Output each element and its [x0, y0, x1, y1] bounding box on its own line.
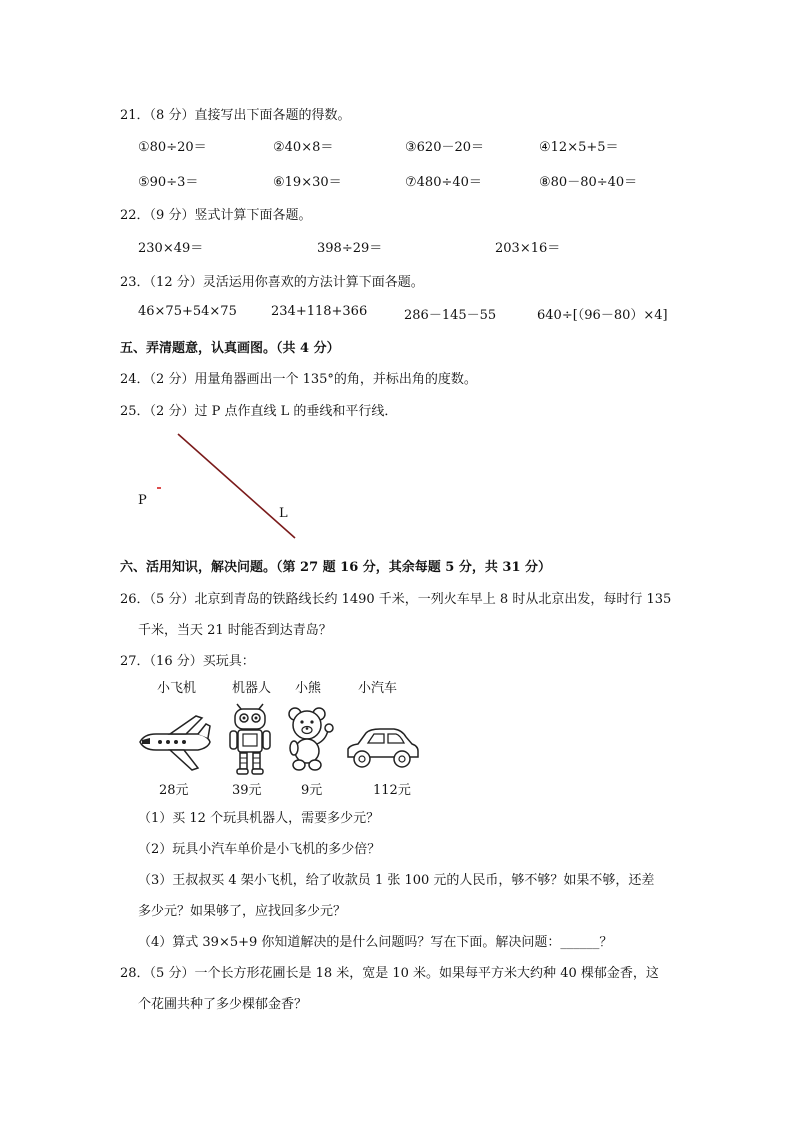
point-p-label: P	[138, 493, 147, 508]
q22-item-3: 203×16＝	[495, 241, 561, 256]
q27-sub1: （1）买 12 个玩具机器人，需要多少元？	[138, 811, 380, 826]
q21-item-7: ⑦480÷40＝	[405, 175, 482, 190]
q22-item-1: 230×49＝	[138, 241, 204, 256]
line-l-label: L	[279, 506, 288, 521]
q27-sub4: （4）算式 39×5+9 你知道解决的是什么问题吗？写在下面。解决问题：______？	[138, 935, 613, 950]
car-icon	[344, 727, 420, 771]
q22-title: 22．（9 分）竖式计算下面各题。	[120, 208, 312, 223]
section6-title: 六、活用知识，解决问题。（第 27 题 16 分，其余每题 5 分，共 31 分）	[120, 560, 552, 575]
q23-title: 23．（12 分）灵活运用你喜欢的方法计算下面各题。	[120, 275, 424, 290]
toy-price-car: 112元	[373, 783, 411, 798]
q21-item-6: ⑥19×30＝	[273, 175, 342, 190]
toy-price-bear: 9元	[301, 783, 323, 798]
line-l-figure	[130, 425, 320, 545]
q27-sub2: （2）玩具小汽车单价是小飞机的多少倍？	[138, 842, 381, 857]
q28-line2: 个花圃共种了多少棵郁金香？	[138, 997, 308, 1012]
q23-item-1: 46×75+54×75	[138, 304, 237, 319]
q23-item-4: 640÷[（96－80）×4]	[537, 308, 668, 323]
airplane-icon	[136, 712, 214, 774]
q21-item-1: ①80÷20＝	[138, 140, 207, 155]
q21-item-4: ④12×5+5＝	[539, 140, 619, 155]
q22-item-2: 398÷29＝	[317, 241, 383, 256]
q21-title: 21．（8 分）直接写出下面各题的得数。	[120, 108, 351, 123]
robot-icon	[227, 703, 273, 775]
q27-sub3-line1: （3）王叔叔买 4 架小飞机，给了收款员 1 张 100 元的人民币，够不够？如果不够，还差	[138, 873, 655, 888]
toy-price-airplane: 28元	[159, 783, 189, 798]
toy-name-car: 小汽车	[358, 681, 398, 696]
line-l	[178, 434, 295, 538]
q28-line1: 28．（5 分）一个长方形花圃长是 18 米，宽是 10 米。如果每平方米大约种 40 棵郁金香，这	[120, 966, 659, 981]
q21-item-2: ②40×8＝	[273, 140, 334, 155]
q25-title: 25．（2 分）过 P 点作直线 L 的垂线和平行线．	[120, 404, 398, 419]
q23-item-3: 286－145－55	[404, 308, 497, 323]
toy-name-bear: 小熊	[295, 681, 322, 696]
toy-price-robot: 39元	[232, 783, 262, 798]
q24-title: 24．（2 分）用量角器画出一个 135°的角，并标出角的度数。	[120, 372, 477, 387]
q26-line2: 千米，当天 21 时能否到达青岛？	[138, 623, 332, 638]
q21-item-5: ⑤90÷3＝	[138, 175, 199, 190]
q27-title: 27．（16 分）买玩具：	[120, 654, 255, 669]
q27-sub3-line2: 多少元？如果够了，应找回多少元？	[138, 904, 347, 919]
q21-item-8: ⑧80－80÷40＝	[539, 175, 638, 190]
toy-name-airplane: 小飞机	[157, 681, 197, 696]
section5-title: 五、弄清题意，认真画图。（共 4 分）	[120, 341, 340, 356]
q21-item-3: ③620－20＝	[405, 140, 485, 155]
bear-icon	[286, 706, 338, 772]
q26-line1: 26．（5 分）北京到青岛的铁路线长约 1490 千米，一列火车早上 8 时从北京出发，每时行 135	[120, 592, 672, 607]
q23-item-2: 234+118+366	[271, 304, 368, 319]
toy-name-robot: 机器人	[232, 681, 272, 696]
